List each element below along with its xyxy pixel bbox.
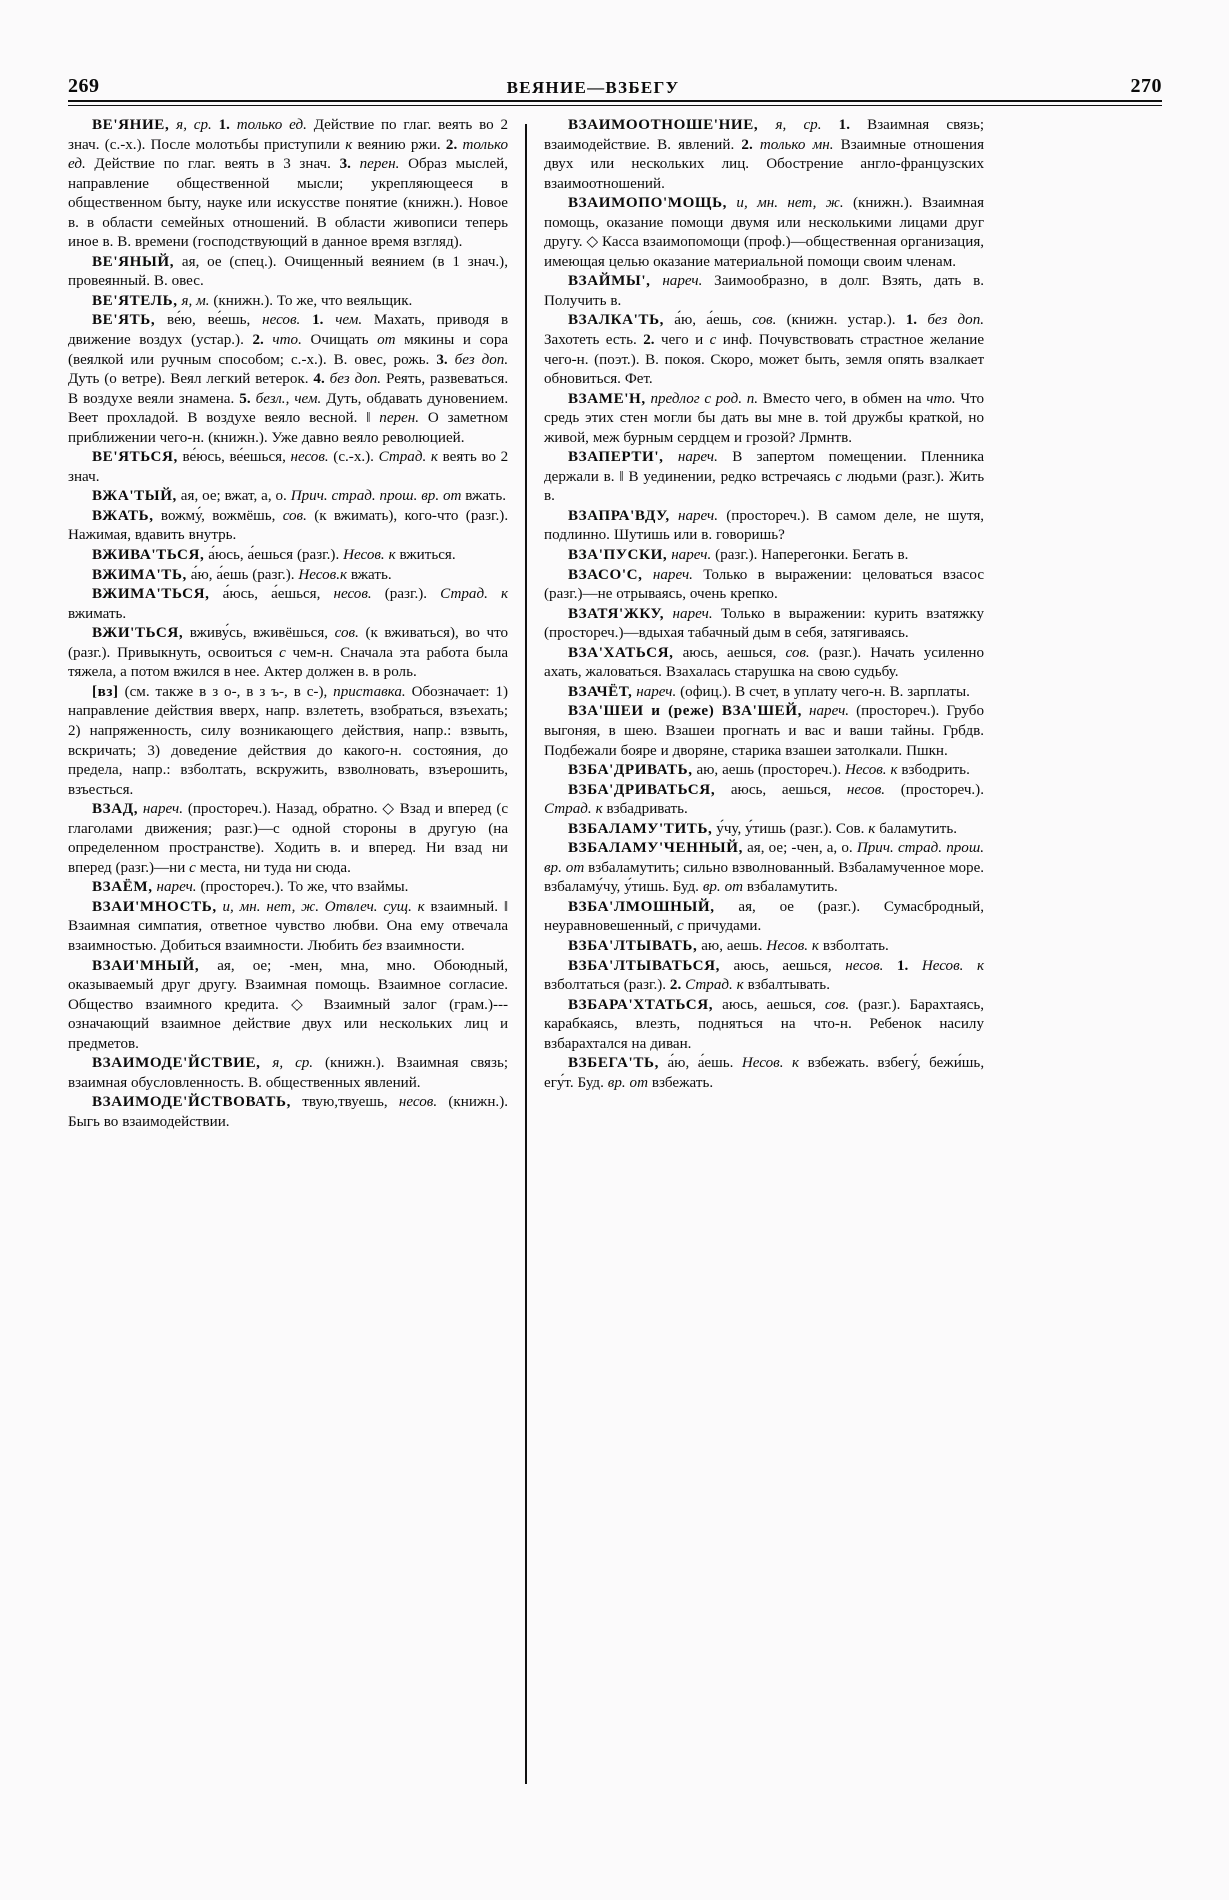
entry-definition: и, мн. нет, ж. Отвлеч. сущ. к взаимный. ǁ Взаимная симпатия, ответное чувство любви. Она ему отвечала взаимностью. Добиться взаимности. Любить без взаимности. [68,898,509,954]
entry-headword: ВЗАД, [92,801,139,818]
column-right [544,116,984,1788]
entry-headword: ВЗБАЛАМУ'ТИТЬ, [568,820,713,837]
entry-definition: нареч. В запертом помещении. Пленника держали в. ǁ В уединении, редко встречаясь с людьми (разг.). Жить в. [544,449,985,505]
entry-definition: нареч. Заимообразно, в долг. Взять, дать в. Получить в. [544,273,985,309]
entry-definition: ая, ое; -чен, а, о. Прич. страд. прош. вр. от взбаламутить; сильно взволнованный. Взбаламученное море. взбаламу́чу, у́тишь. Буд. вр. от взбаламутить. [544,840,985,896]
entry-headword: ВЗАТЯ'ЖКУ, [568,605,665,622]
entry-definition: ая, ое (разг.). Сумасбродный, неуравновешенный, с причудами. [544,898,985,935]
dictionary-entry [544,311,984,389]
entry-definition: нареч. (простореч.). Грубо выгоняя, в шею. Взашеи прогнать и вас и ваши тайны. Грбдв. Подбежали бояре и дворяне, старика взашеи затолкали. Пшкн. [544,703,985,759]
dictionary-entry [68,311,508,448]
entry-definition: нареч. (простореч.). В самом деле, не шутя, подлинно. Шутишь или в. говоришь? [544,507,985,544]
entry-headword: ВЗБАРА'ХТАТЬСЯ, [568,996,714,1013]
entry-headword: ВЖАТЬ, [92,507,154,524]
dictionary-entry [544,566,984,605]
dictionary-entry [68,546,508,566]
entry-headword: ВЕ'ЯНИЕ, [92,117,170,133]
entry-definition: я, ср. (книжн.). Взаимная связь; взаимная обусловленность. В. общественных явлений. [68,1055,509,1091]
entry-headword: ВЗА'ХАТЬСЯ, [568,644,674,661]
column-gutter [508,116,544,1788]
entry-definition: нареч. Только в выражении: курить взатяжку (простореч.)—вдыхая табачный дым в себя, затягиваясь. [544,605,985,642]
entry-headword: ВЗАИМОДЕ'ЙСТВИЕ, [92,1055,261,1072]
dictionary-entry [68,448,508,487]
dictionary-entry [544,116,984,194]
folio-right: 270 [1130,75,1162,97]
entry-headword: ВЕ'ЯТЕЛЬ, [92,292,178,309]
entry-headword: ВЖИМА'ТЬ, [92,566,187,583]
entry-headword: ВЗАСО'С, [568,566,643,583]
dictionary-entry [68,487,508,507]
entry-definition: вживу́сь, вживёшься, сов. (к вживаться), во что (разг.). Привыкнуть, освоиться с чем-н. Сначала эта работа была тяжела, а потом вжился в нее. Актер должен в. в роль. [68,625,509,681]
entry-definition: я, ср. 1. Взаимная связь; взаимодействие. В. явлений. 2. только мн. Взаимные отношения двух или нескольких лиц. Обострение англо-французских взаимоотношений. [544,117,985,192]
dictionary-entry [68,1054,508,1093]
entry-definition: ве́юсь, ве́ешься, несов. (с.-х.). Страд. к веять во 2 знач. [68,449,509,485]
entry-headword: [вз] [92,683,119,700]
entry-headword: ВЗАПРА'ВДУ, [568,507,670,524]
dictionary-entry [544,194,984,272]
entry-headword: ВЕ'ЯНЫЙ, [92,253,175,270]
entry-definition: я, м. (книжн.). То же, что веяльщик. [181,292,413,309]
entry-headword: ВЗБАЛАМУ'ЧЕННЫЙ, [568,840,743,857]
dictionary-entry [544,702,984,761]
entry-headword: ВЗА'ПУСКИ, [568,547,668,564]
entry-headword: ВЗАИ'МНЫЙ, [92,957,200,974]
entry-definition: предлог с род. п. Вместо чего, в обмен на что. Что средь этих стен могли бы дать вы мне в. той дружбы краткой, но живой, меж бурным сердцем и грозой? Лрмнтв. [544,390,985,446]
entry-definition: аю, аешь (простореч.). Несов. к взбодрить. [696,762,970,779]
folio-left: 269 [68,75,100,97]
entry-headword: ВЗБЕГА'ТЬ, [568,1055,659,1072]
entry-definition: (см. также в з о-, в з ъ-, в с-), приставка. Обозначает: 1) направление действия вверх, напр. взлететь, взобраться, взъехать; 2) напряженность, силу возникающего действия, напр.: взвыть, вскричать; 3) доведение действия до какого-н. состояния, до предела, напр.: взболтать, вскружить, взволновать, взъерошить, взъесться. [68,683,509,798]
entry-definition: а́ю, а́ешь. Несов. к взбежать. взбегу́, бежи́шь, егу́т. Буд. вр. от взбежать. [544,1055,985,1091]
dictionary-entry [544,546,984,566]
entry-definition: нареч. (разг.). Наперегонки. Бегать в. [671,547,909,564]
entry-definition: а́юсь, а́ешься, несов. (разг.). Страд. к вжимать. [68,586,509,622]
entry-headword: ВЗА'ШЕИ и (реже) ВЗА'ШЕЙ, [568,703,803,720]
dictionary-entry [68,566,508,586]
entry-headword: ВЖИВА'ТЬСЯ, [92,547,205,564]
entry-headword: ВЗБА'ЛТЫВАТЬ, [568,937,698,954]
dictionary-entry [68,800,508,878]
entry-headword: ВЖА'ТЫЙ, [92,488,177,505]
column-container [68,116,1164,1788]
dictionary-entry [544,683,984,703]
entry-definition: ая, ое (спец.). Очищенный веянием (в 1 знач.), провеянный. В. овес. [68,253,508,290]
dictionary-entry [544,937,984,957]
entry-definition: ая, ое; вжат, а, о. Прич. страд. прош. вр. от вжать. [180,488,506,505]
entry-definition: ве́ю, ве́ешь, несов. 1. чем. Махать, приводя в движение воздух (устар.). 2. что. Очищать от мякины и сора (веялкой или ручным способом; с.-х.). В. овес, рожь. 3. без доп. Дуть (о ветре). Веял легкий ветерок. 4. без доп. Реять, развеваться. В воздухе веяли знамена. 5. безл., чем. Дуть, обдавать дуновением. Веет прохладой. В воздухе веяло весной. ǁ перен. О заметном приближении чего-н. (книжн.). Уже давно веяло революцией. [68,312,509,446]
entry-headword: ВЗАМЕ'Н, [568,390,646,407]
dictionary-entry [544,507,984,546]
dictionary-entry [68,253,508,292]
dictionary-entry [68,624,508,683]
dictionary-entry [544,605,984,644]
dictionary-entry [68,878,508,898]
entry-headword: ВЕ'ЯТЬ, [92,312,156,329]
entry-definition: и, мн. нет, ж. (книжн.). Взаимная помощь, оказание помощи двумя или несколькими лицами друг другу. ◇ Касса взаимопомощи (проф.)—общественная организация, имеющая целью оказание материальной помощи своим членам. [544,195,985,270]
dictionary-entry [544,781,984,820]
entry-definition: у́чу, у́тишь (разг.). Сов. к баламутить. [716,820,957,837]
dictionary-entry [544,996,984,1055]
entry-definition: аюсь, аешься, несов. 1. Несов. к взболтаться (разг.). 2. Страд. к взбалтывать. [544,957,985,994]
dictionary-entry [544,272,984,311]
dictionary-entry [544,761,984,781]
entry-definition: а́ю, а́ешь (разг.). Несов.к вжать. [190,566,392,583]
running-title: ВЕЯНИЕ—ВЗБЕГУ [506,78,680,97]
entry-headword: ВЗБА'ДРИВАТЬСЯ, [568,781,716,798]
entry-definition: нареч. (офиц.). В счет, в уплату чего-н. В. зарплаты. [636,683,970,700]
entry-definition: вожму́, вожмёшь, сов. (к вжимать), кого-что (разг.). Нажимая, вдавить внутрь. [68,507,509,544]
dictionary-entry [544,820,984,840]
dictionary-entry [544,839,984,898]
dictionary-entry [68,507,508,546]
entry-headword: ВЗАИ'МНОСТЬ, [92,898,217,915]
entry-headword: ВЗАЧЁТ, [568,683,633,700]
entry-headword: ВЗАЛКА'ТЬ, [568,312,665,329]
entry-definition: я, ср. 1. только ед. Действие по глаг. веять во 2 знач. (с.-х.). После молотьбы приступили к веянию ржи. 2. только ед. Действие по глаг. веять в 3 знач. 3. перен. Образ мыслей, направление общественной мысли; укрепляющееся в общественном быту, науке или искусстве понятие (книжн.). Новое в. в области семейных отношений. В области живописи теперь иное в. В. времени (господствующий в данное время взгляд). [68,117,509,251]
entry-definition: аюсь, аешься, сов. (разг.). Барахтаясь, карабкаясь, влезть, подняться на что-н. Ребенок насилу взбарахтался на диван. [544,996,985,1052]
dictionary-entry [68,585,508,624]
dictionary-entry [68,116,508,253]
entry-definition: твую,твуешь, несов. (книжн.). Быгь во взаимодействии. [68,1094,509,1130]
entry-headword: ВЗАЙМЫ', [568,273,651,290]
entry-definition: ая, ое; -мен, мна, мно. Обоюдный, оказываемый друг другу. Взаимная помощь. Взаимное согласие. Общество взаимного кредита. ◇ Взаимный залог (грам.)---означающий взаимное действие двух или нескольких лиц и предметов. [68,957,509,1052]
entry-headword: ВЗБА'ЛМОШНЫЙ, [568,898,715,915]
dictionary-entry [544,957,984,996]
header-rule [68,100,1162,106]
entry-headword: ВЗАИМООТНОШЕ'НИЕ, [568,117,759,133]
dictionary-entry [68,957,508,1055]
column-left [68,116,508,1788]
entry-headword: ВЗАИМОДЕ'ЙСТВОВАТЬ, [92,1094,291,1111]
entry-headword: ВЗАЁМ, [92,879,153,896]
dictionary-entry [68,683,508,800]
dictionary-entry [544,898,984,937]
dictionary-entry [68,898,508,957]
column-divider [525,124,527,1784]
entry-definition: нареч. (простореч.). Назад, обратно. ◇ Взад и вперед (с глаголами движения; разг.)—с одной стороны в другую (на определенном пространстве). Ходить в. и вперед. Ни взад ни вперед (разг.)—ни с места, ни туда ни сюда. [68,801,509,876]
dictionary-entry [544,390,984,449]
entry-headword: ВЗАИМОПО'МОЩЬ, [568,195,728,212]
entry-definition: аюсь, аешься, несов. (простореч.). Страд. к взбадривать. [544,781,984,818]
dictionary-entry [544,1054,984,1093]
entry-headword: ВЖИМА'ТЬСЯ, [92,586,210,603]
entry-headword: ВЗБА'ДРИВАТЬ, [568,762,693,779]
entry-definition: нареч. (простореч.). То же, что взаймы. [156,879,409,896]
entry-definition: а́юсь, а́ешься (разг.). Несов. к вжиться. [208,547,456,564]
entry-definition: аю, аешь. Несов. к взболтать. [701,937,889,954]
dictionary-entry [68,292,508,312]
dictionary-entry [544,644,984,683]
entry-headword: ВЗБА'ЛТЫВАТЬСЯ, [568,957,720,974]
running-head [68,62,1162,96]
entry-headword: ВЗАПЕРТИ', [568,449,664,466]
entry-definition: аюсь, аешься, сов. (разг.). Начать усиленно ахать, жаловаться. Взахалась старушка на свою судьбу. [544,644,985,681]
dictionary-entry [544,448,984,507]
entry-headword: ВЕ'ЯТЬСЯ, [92,449,178,466]
entry-definition: нареч. Только в выражении: целоваться взасос (разг.)—не отрываясь, очень крепко. [544,566,985,603]
dictionary-entry [68,1093,508,1132]
entry-definition: а́ю, а́ешь, сов. (книжн. устар.). 1. без доп. Захотеть есть. 2. чего и с инф. Почувствовать страстное желание чего-н. (поэт.). В. покоя. Скоро, может быть, земля опять взалкает обновиться. Фет. [544,312,985,388]
entry-headword: ВЖИ'ТЬСЯ, [92,625,184,642]
